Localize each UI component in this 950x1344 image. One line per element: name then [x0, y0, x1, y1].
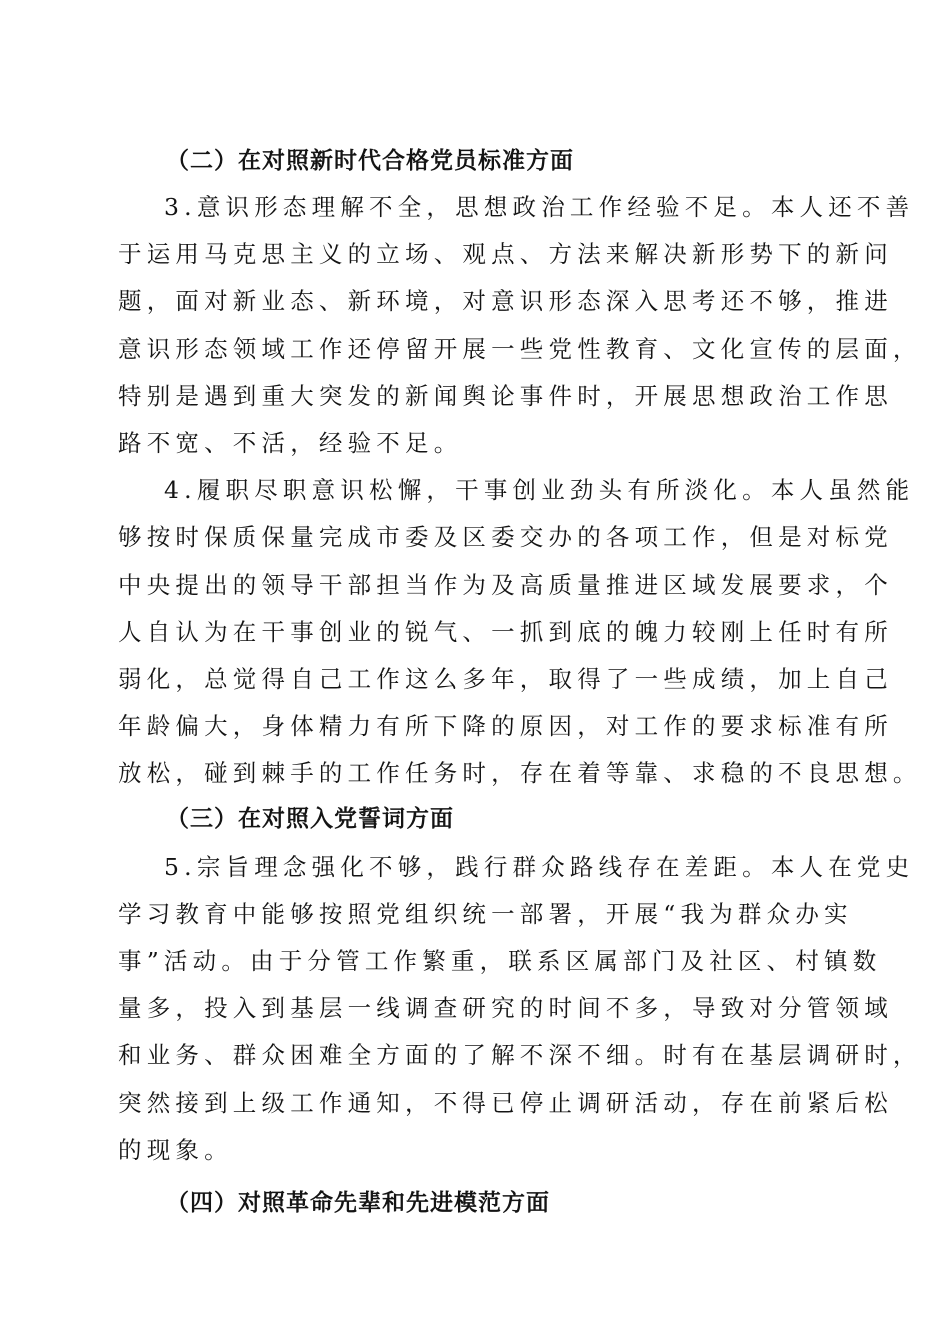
- paragraph-line: 3.意识形态理解不全，思想政治工作经验不足。本人还不善: [164, 193, 915, 221]
- section-heading-4: （四）对照革命先辈和先进模范方面: [166, 1189, 550, 1217]
- paragraph-line: 的现象。: [118, 1135, 233, 1164]
- paragraph-4: [118, 467, 922, 797]
- paragraph-line: 5.宗旨理念强化不够，践行群众路线存在差距。本人在党史: [164, 852, 915, 881]
- paragraph-line: 量多，投入到基层一线调查研究的时间不多，导致对分管领域: [118, 994, 893, 1023]
- paragraph-line: 中央提出的领导干部担当作为及高质量推进区域发展要求，个: [118, 570, 893, 599]
- section-heading-2: （二）在对照新时代合格党员标准方面: [166, 147, 574, 174]
- paragraph-line: 弱化，总觉得自己工作这么多年，取得了一些成绩，加上自己: [118, 665, 893, 694]
- paragraph-line: 事”活动。由于分管工作繁重，联系区属部门及社区、村镇数: [118, 947, 882, 976]
- paragraph-line: 放松，碰到棘手的工作任务时，存在着等靠、求稳的不良思想。: [118, 759, 922, 788]
- paragraph-line: 够按时保质保量完成市委及区委交办的各项工作，但是对标党: [118, 523, 893, 552]
- paragraph-line: 4.履职尽职意识松懈，干事创业劲头有所淡化。本人虽然能: [164, 476, 915, 505]
- paragraph-line: 突然接到上级工作通知，不得已停止调研活动，存在前紧后松: [118, 1088, 893, 1117]
- paragraph-line: 学习教育中能够按照党组织统一部署，开展“我为群众办实: [118, 899, 853, 928]
- paragraph-line: 年龄偏大，身体精力有所下降的原因，对工作的要求标准有所: [118, 712, 893, 741]
- paragraph-3: [118, 184, 922, 467]
- paragraph-5: [118, 844, 922, 1174]
- paragraph-line: 路不宽、不活，经验不足。: [118, 429, 463, 458]
- paragraph-line: 人自认为在干事创业的锐气、一抓到底的魄力较刚上任时有所: [118, 617, 893, 646]
- paragraph-line: 和业务、群众困难全方面的了解不深不细。时有在基层调研时，: [118, 1041, 922, 1070]
- paragraph-line: 意识形态领域工作还停留开展一些党性教育、文化宣传的层面，: [118, 334, 922, 363]
- paragraph-line: 题，面对新业态、新环境，对意识形态深入思考还不够，推进: [118, 287, 893, 316]
- paragraph-line: 特别是遇到重大突发的新闻舆论事件时，开展思想政治工作思: [118, 381, 893, 410]
- section-heading-3: （三）在对照入党誓词方面: [166, 804, 454, 832]
- document-page: [118, 142, 922, 1222]
- paragraph-line: 于运用马克思主义的立场、观点、方法来解决新形势下的新问: [118, 240, 893, 269]
